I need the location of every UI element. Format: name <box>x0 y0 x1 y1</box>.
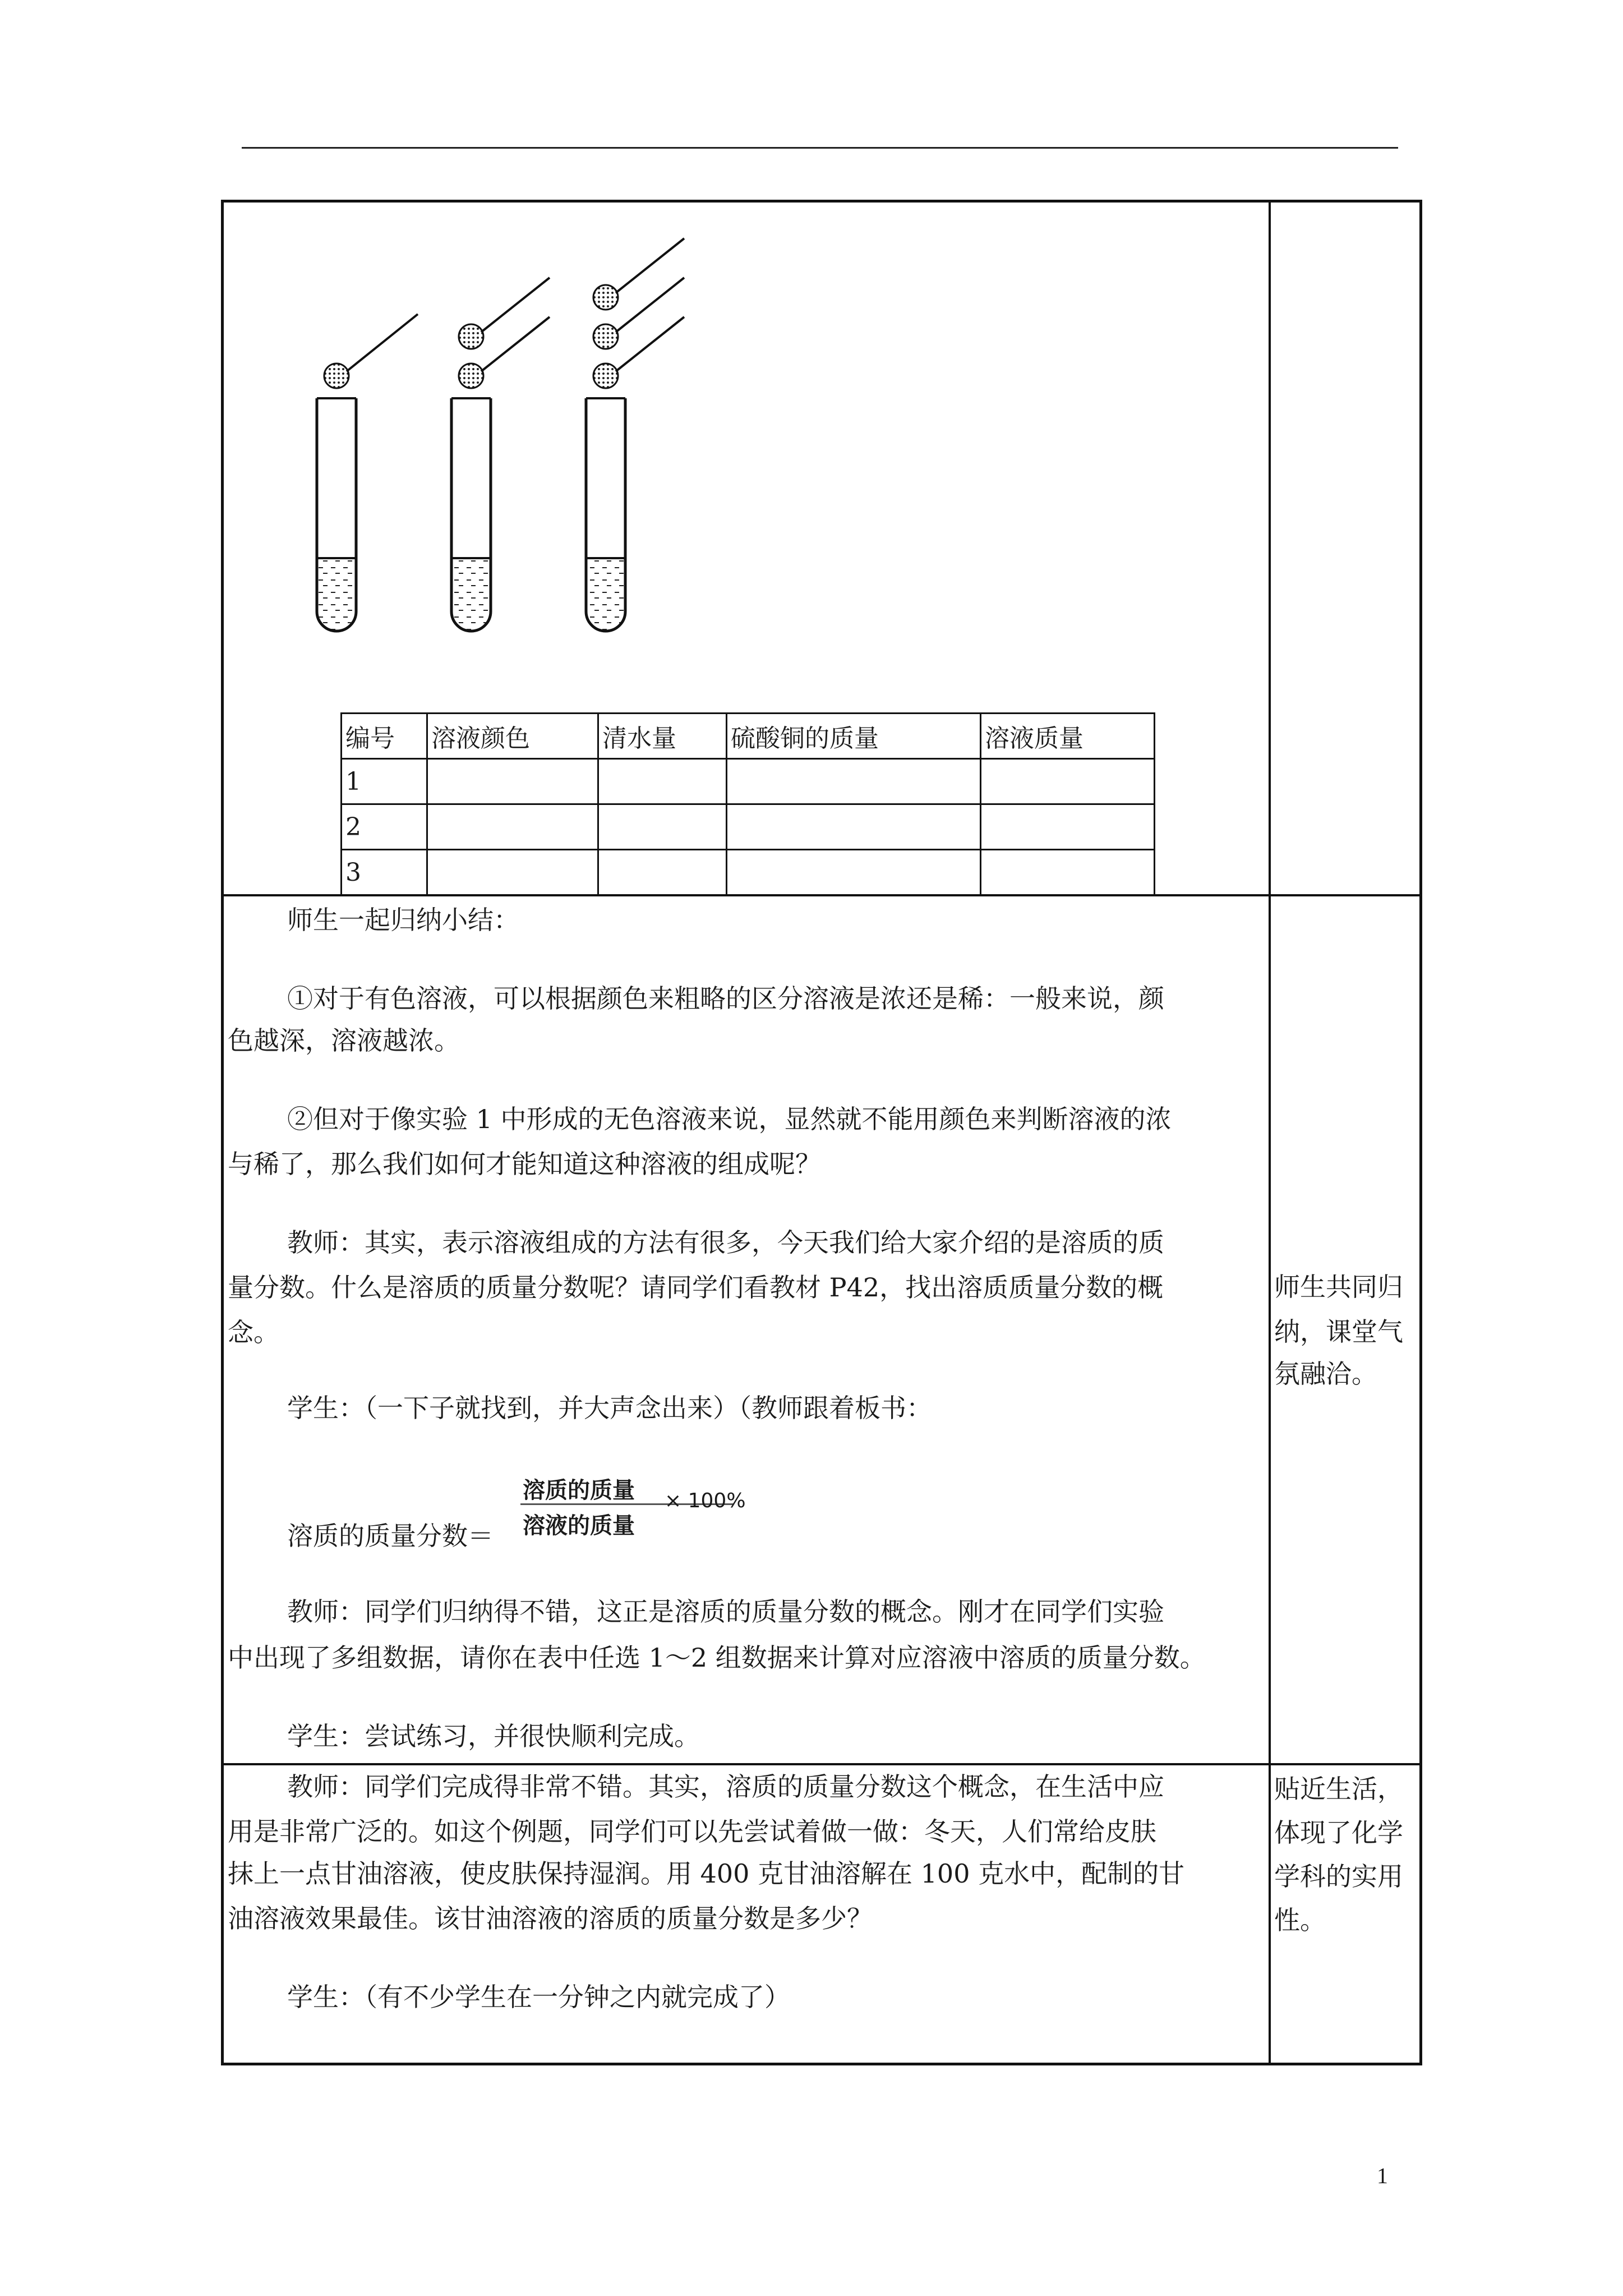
table-cell: 1 <box>342 759 427 804</box>
paragraph-line: 与稀了，那么我们如何才能知道这种溶液的组成呢？ <box>228 1149 821 1179</box>
table-row <box>342 804 1155 850</box>
table-row <box>342 850 1155 895</box>
paragraph-line: 学生：（一下子就找到，并大声念出来）（教师跟着板书： <box>287 1393 932 1423</box>
side-note-line: 学科的实用 <box>1274 1861 1403 1892</box>
paragraph-line: 念。 <box>228 1317 279 1347</box>
paragraph-line: 教师：其实，表示溶液组成的方法有很多，今天我们给大家介绍的是溶质的质 <box>287 1227 1164 1258</box>
table-header-row <box>342 714 1155 759</box>
paragraph-line: 学生：尝试练习，并很快顺利完成。 <box>287 1721 700 1751</box>
table-cell <box>598 759 727 804</box>
test-tube-2 <box>451 278 550 631</box>
header-cell: 硫酸铜的质量 <box>727 714 981 759</box>
table-cell <box>427 850 598 895</box>
formula-label: 溶质的质量分数＝ <box>287 1521 494 1551</box>
header-cell: 溶液质量 <box>981 714 1155 759</box>
table-cell <box>981 804 1155 850</box>
paragraph-line: 抹上一点甘油溶液，使皮肤保持湿润。用 400 克甘油溶解在 100 克水中，配制的甘 <box>228 1858 1185 1889</box>
test-tubes-illustration <box>292 219 740 656</box>
table-cell: 3 <box>342 850 427 895</box>
row-divider <box>221 1763 1422 1765</box>
paragraph-line: 教师：同学们完成得非常不错。其实，溶质的质量分数这个概念，在生活中应 <box>287 1772 1164 1802</box>
experiment-data-table <box>340 712 1155 896</box>
side-note-line: 纳，课堂气 <box>1274 1317 1403 1347</box>
side-note-line: 贴近生活， <box>1274 1774 1403 1804</box>
paragraph-line: 教师：同学们归纳得不错，这正是溶质的质量分数的概念。刚才在同学们实验 <box>287 1596 1164 1627</box>
test-tube-3 <box>586 238 684 631</box>
page-number: 1 <box>1377 2163 1388 2188</box>
side-note-line: 性。 <box>1274 1905 1326 1935</box>
table-cell <box>427 804 598 850</box>
table-cell <box>598 804 727 850</box>
formula-multiplier: × 100% <box>665 1489 746 1512</box>
side-note-line: 氛融洽。 <box>1274 1359 1377 1389</box>
table-cell <box>727 759 981 804</box>
side-note-line: 体现了化学 <box>1274 1818 1403 1848</box>
summary-heading: 师生一起归纳小结： <box>287 905 519 935</box>
table-row <box>342 759 1155 804</box>
table-cell <box>727 804 981 850</box>
table-cell <box>598 850 727 895</box>
paragraph-line: ②但对于像实验 1 中形成的无色溶液来说，显然就不能用颜色来判断溶液的浓 <box>287 1104 1172 1134</box>
paragraph-line: 中出现了多组数据，请你在表中任选 1～2 组数据来计算对应溶液中溶质的质量分数。 <box>228 1642 1206 1673</box>
column-divider <box>1269 200 1271 2065</box>
test-tube-1 <box>317 314 418 631</box>
paragraph-line: 油溶液效果最佳。该甘油溶液的溶质的质量分数是多少？ <box>228 1903 873 1934</box>
paragraph-line: 学生：（有不少学生在一分钟之内就完成了） <box>287 1982 790 2012</box>
header-cell: 编号 <box>342 714 427 759</box>
header-cell: 清水量 <box>598 714 727 759</box>
table-cell <box>427 759 598 804</box>
paragraph-line: 量分数。什么是溶质的质量分数呢？请同学们看教材 P42，找出溶质质量分数的概 <box>228 1272 1164 1303</box>
paragraph-line: 用是非常广泛的。如这个例题，同学们可以先尝试着做一做：冬天，人们常给皮肤 <box>228 1816 1156 1847</box>
side-note-line: 师生共同归 <box>1274 1272 1403 1302</box>
table-cell <box>981 759 1155 804</box>
formula-numerator: 溶质的质量 <box>523 1478 635 1503</box>
table-cell <box>727 850 981 895</box>
paragraph-line: ①对于有色溶液，可以根据颜色来粗略的区分溶液是浓还是稀：一般来说，颜 <box>287 983 1164 1014</box>
paragraph-line: 色越深，溶液越浓。 <box>228 1025 460 1056</box>
table-cell <box>981 850 1155 895</box>
header-rule <box>242 147 1398 149</box>
table-cell: 2 <box>342 804 427 850</box>
header-cell: 溶液颜色 <box>427 714 598 759</box>
formula-denominator: 溶液的质量 <box>523 1513 635 1539</box>
